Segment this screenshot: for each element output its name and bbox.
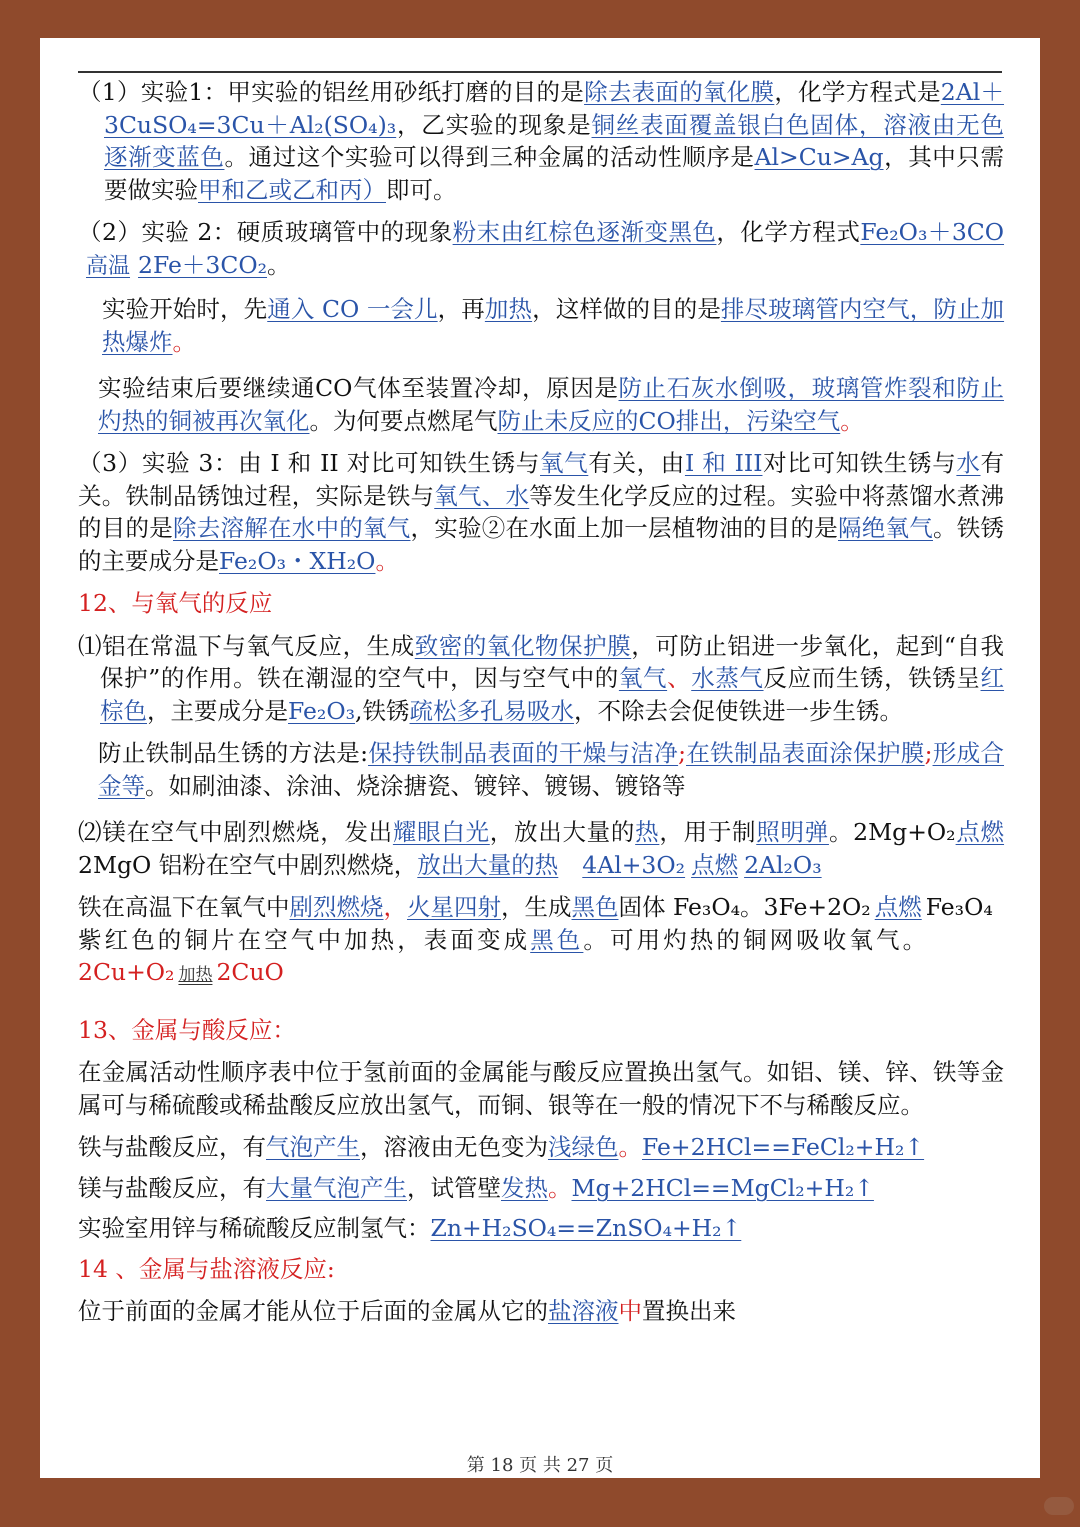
text: （1）实验1：甲实验的铝丝用砂纸打磨的目的是 — [78, 78, 585, 106]
answer-blank: 水 — [956, 449, 981, 477]
answer-blank: 发热 — [501, 1173, 548, 1202]
answer-blank: 黑色 — [571, 893, 619, 921]
text: ，试管壁 — [407, 1173, 501, 1202]
answer-blank: 在铁制品表面涂保护膜 — [686, 739, 925, 767]
text: 。如刷油漆、涂油、烧涂搪瓷、镀锌、镀锡、镀铬等 — [145, 771, 686, 800]
answer-blank: 剧烈燃烧 — [289, 893, 384, 921]
paragraph-12-1 — [78, 630, 1004, 728]
answer-blank: 防止未反应的CO排出，污染空气 — [497, 406, 841, 435]
text: 铁在高温下在氧气中 — [78, 893, 290, 921]
answer-blank: 加热 — [484, 295, 533, 323]
paragraph-14 — [78, 1295, 1004, 1328]
paragraph-experiment-2-end — [78, 372, 1004, 437]
paragraph-12-rust-prevention — [78, 737, 1004, 802]
text: 防止铁制品生锈的方法是: — [98, 739, 369, 767]
answer-blank: 2Al＋3CuSO₄=3Cu＋Al₂(SO₄)₃ — [104, 78, 1005, 139]
text: 2MgO 铝粉在空气中剧烈燃烧， — [78, 850, 418, 879]
text: ，用于制 — [659, 818, 757, 846]
answer-blank: 火星四射 — [407, 893, 501, 921]
text: 。 — [267, 250, 291, 279]
text: ⑴铝在常温下与氧气反应，生成 — [78, 631, 415, 660]
paragraph-13-magnesium — [78, 1172, 1004, 1205]
text: ，这样做的目的是 — [532, 295, 721, 323]
answer-blank: I 和 III — [684, 449, 763, 477]
paragraph-experiment-2-steps — [78, 293, 1004, 358]
text: ，可防止铝进一步氧化，起到“自我保护”的作用。铁在潮湿的空气中，因与空气中的 — [100, 631, 1005, 692]
text: ⑵镁在空气中剧烈燃烧，发出 — [78, 818, 393, 846]
answer-blank: 排尽玻璃管内空气，防止加热爆炸 — [102, 295, 1005, 356]
section-heading-12: 12、与氧气的反应 — [78, 589, 273, 617]
answer-blank: 除去表面的氧化膜 — [584, 78, 775, 106]
answer-blank: 防止石灰水倒吸，玻璃管炸裂和防止灼热的铜被再次氧化 — [98, 374, 1005, 435]
text: ，化学方程式是 — [774, 78, 941, 106]
text: ，放出大量的 — [489, 818, 636, 846]
answer-blank: 甲和乙或乙和丙） — [198, 175, 386, 204]
text: ; — [678, 739, 687, 767]
text: 固体 Fe₃O₄。3Fe+2O₂ — [618, 893, 871, 921]
text: 。通过这个实验可以得到三种金属的活动性顺序是 — [224, 143, 755, 171]
answer-blank: 照明弹 — [756, 818, 829, 846]
text: 。为何要点燃尾气 — [309, 406, 498, 435]
paragraph-13-intro: 在金属活动性顺序表中位于氢前面的金属能与酸反应置换出氢气。如铝、镁、锌、铁等金属可与稀硫酸或稀盐酸反应放出氢气，而铜、银等在一般的情况下不与稀酸反应。 — [78, 1058, 1004, 1119]
text: 等发生化学反应的过程。实验中将蒸馏水煮沸的目的是 — [78, 481, 1004, 542]
text: ， — [383, 893, 407, 921]
answer-blank: 形成合金等 — [98, 739, 1005, 800]
text: ，溶液由无色变为 — [360, 1133, 548, 1161]
answer-blank: 耀眼白光 — [392, 818, 490, 846]
text: ; — [924, 739, 933, 767]
answer-blank: 2Fe＋3CO₂ — [138, 250, 268, 279]
text: 实验室用锌与稀硫酸反应制氢气： — [78, 1214, 431, 1242]
answer-blank: Al>Cu>Ag — [754, 143, 884, 171]
paragraph-12-copper — [78, 924, 1004, 957]
answer-blank: 水蒸气 — [691, 664, 764, 692]
answer-blank: 隔绝氧气 — [838, 514, 933, 542]
text: （2）实验 2：硬质玻璃管中的现象 — [78, 218, 453, 246]
answer-blank: Fe₂O₃・XH₂O — [219, 546, 376, 575]
answer-blank: 气泡产生 — [266, 1133, 360, 1161]
text: ，其中只需要做实验 — [104, 143, 1004, 204]
text: 有关，由 — [588, 449, 685, 477]
text: ，化学方程式 — [716, 218, 861, 246]
text: ，不除去会促使铁进一步生锈。 — [574, 696, 904, 725]
paragraph-12-2 — [78, 816, 1004, 881]
paragraph-12-iron — [78, 891, 1004, 924]
watermark-badge — [1044, 1497, 1074, 1515]
text: ,铁锈 — [355, 696, 410, 725]
section-heading-14: 14 、金属与盐溶液反应: — [78, 1254, 335, 1283]
answer-blank: 4Al+3O₂ — [582, 850, 686, 879]
answer-blank: 氧气、水 — [434, 481, 530, 510]
text: 对比可知铁生锈与 — [762, 449, 957, 477]
paragraph-experiment-3 — [78, 447, 1004, 577]
reaction-condition: 点燃 — [874, 893, 922, 921]
answer-blank: 2Al₂O₃ — [744, 850, 822, 879]
equation-copper — [78, 956, 1004, 992]
text: 实验开始时，先 — [102, 295, 268, 323]
answer-blank: 保持铁制品表面的干燥与洁净 — [368, 739, 679, 767]
text: ，主要成分是 — [147, 696, 288, 725]
text: 铁与盐酸反应，有 — [78, 1133, 266, 1161]
reaction-condition: 点燃 — [955, 818, 1005, 846]
answer-blank: 大量气泡产生 — [266, 1173, 407, 1202]
text: 中 — [618, 1297, 642, 1325]
text: 即可。 — [386, 175, 457, 204]
text: 2Cu+O₂ — [78, 958, 175, 986]
text: ，实验②在水面上加一层植物油的目的是 — [410, 514, 838, 542]
paragraph-13-iron — [78, 1131, 1004, 1164]
text: 反应而生锈，铁锈呈 — [763, 664, 981, 692]
page-number: 第 18 页 共 27 页 — [466, 1455, 614, 1476]
text: （3）实验 3：由 I 和 II 对比可知铁生锈与 — [78, 449, 540, 477]
text: 实验结束后要继续通CO气体至装置冷却，原因是 — [98, 374, 619, 402]
text: 。 — [172, 327, 196, 356]
answer-blank: 致密的氧化物保护膜 — [414, 631, 632, 660]
reaction-condition: 加热 — [178, 965, 213, 985]
text: 。2Mg+O₂ — [828, 818, 956, 846]
paragraph-experiment-1 — [78, 76, 1004, 206]
header-rule — [78, 71, 1002, 73]
answer-blank: 通入 CO 一会儿 — [267, 295, 438, 323]
answer-blank: 浅绿色 — [548, 1133, 619, 1161]
answer-blank: 盐溶液 — [548, 1297, 619, 1325]
answer-blank: Zn+H₂SO₄==ZnSO₄+H₂↑ — [430, 1214, 742, 1242]
paragraph-13-zinc — [78, 1212, 1004, 1245]
text: ，再 — [437, 295, 485, 323]
answer-blank: 放出大量的热 — [417, 850, 559, 879]
text: 。 — [840, 406, 864, 435]
text: 2CuO — [216, 958, 284, 986]
text: 置换出来 — [642, 1297, 736, 1325]
answer-blank: Fe₂O₃＋3CO — [860, 218, 1005, 246]
answer-blank: 红棕色 — [100, 664, 1005, 725]
reaction-condition: 高温 — [86, 253, 131, 279]
answer-blank: Fe₂O₃ — [288, 696, 356, 725]
text: 。可用灼热的铜网吸收氧气。 — [583, 925, 930, 954]
document-page — [40, 38, 1040, 1478]
reaction-condition: 点燃 — [691, 850, 739, 879]
text: 有关。铁制品锈蚀过程，实际是铁与 — [78, 449, 1005, 510]
answer-blank: 除去溶解在水中的氧气 — [173, 514, 411, 542]
text: 。 — [375, 546, 399, 575]
text: 。 — [618, 1133, 642, 1161]
answer-blank: 氧气 — [618, 664, 668, 692]
text: 。铁锈的主要成分是 — [78, 514, 1004, 575]
answer-blank: Fe+2HCl==FeCl₂+H₂↑ — [642, 1133, 925, 1161]
answer-blank: Mg+2HCl==MgCl₂+H₂↑ — [571, 1173, 874, 1202]
answer-blank: 铜丝表面覆盖银白色固体，溶液由无色逐渐变蓝色 — [104, 110, 1004, 171]
text: 镁与盐酸反应，有 — [78, 1173, 266, 1202]
text: 位于前面的金属才能从位于后面的金属从它的 — [78, 1297, 548, 1325]
answer-blank: 氧气 — [540, 449, 589, 477]
answer-blank: 黑色 — [530, 925, 584, 954]
text: 紫红色的铜片在空气中加热，表面变成 — [78, 925, 531, 954]
answer-blank: 粉末由红棕色逐渐变黑色 — [452, 218, 717, 246]
paragraph-experiment-2 — [78, 216, 1004, 283]
section-heading-13: 13、金属与酸反应： — [78, 1015, 296, 1044]
text: ，乙实验的现象是 — [396, 110, 592, 139]
text: 、 — [667, 664, 692, 692]
page-content — [78, 76, 1004, 1328]
text: Fe₃O₄ — [925, 893, 993, 921]
text: ，生成 — [501, 893, 572, 921]
text: 。 — [548, 1173, 572, 1202]
answer-blank: 热 — [635, 818, 660, 846]
answer-blank: 疏松多孔易吸水 — [409, 696, 575, 725]
